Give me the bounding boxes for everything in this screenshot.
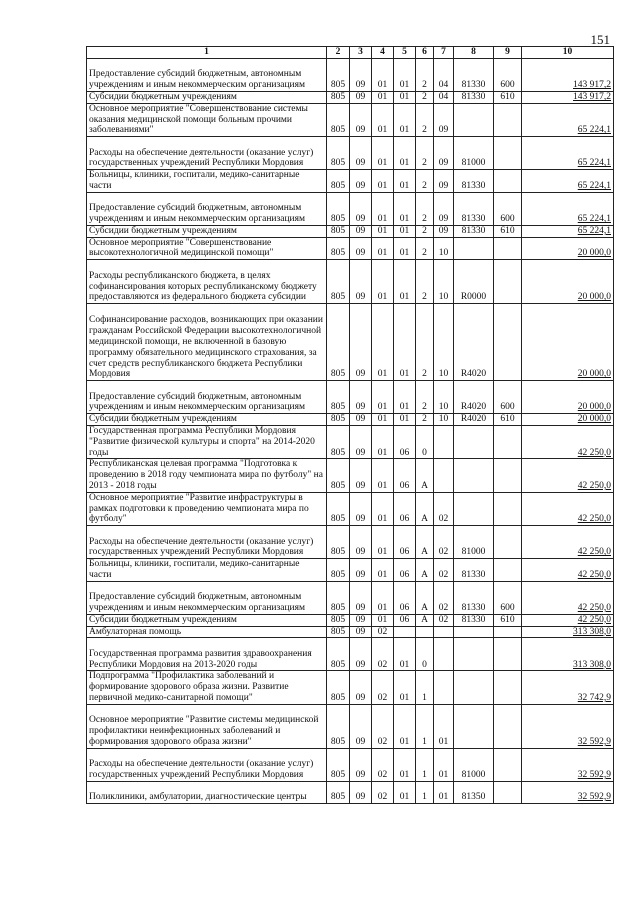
cell-ministry-code: 805	[327, 59, 350, 92]
cell-expense-type-code	[494, 626, 522, 638]
cell-ministry-code: 805	[327, 425, 350, 458]
cell-direction-code: 81000	[454, 748, 494, 781]
column-header-subprogram: 6	[416, 47, 434, 59]
cell-activity-code	[434, 626, 454, 638]
cell-activity-code: 09	[434, 137, 454, 170]
cell-subsection-code: 01	[372, 59, 394, 92]
cell-name: Предоставление субсидий бюджетным, автономным учреждениям и иным некоммерческим организациям	[87, 581, 327, 614]
cell-activity-code: 10	[434, 414, 454, 426]
cell-expense-type-code: 600	[494, 59, 522, 92]
cell-ministry-code: 805	[327, 781, 350, 803]
cell-subprogram-code: 2	[416, 260, 434, 304]
cell-subprogram-code: 2	[416, 170, 434, 193]
cell-section-code: 09	[350, 92, 372, 104]
cell-name: Поликлиники, амбулатории, диагностические центры	[87, 781, 327, 803]
cell-subprogram-code: 0	[416, 638, 434, 671]
cell-expense-type-code	[494, 559, 522, 582]
cell-subprogram-code: 2	[416, 381, 434, 414]
table-row	[87, 59, 614, 92]
cell-ministry-code: 805	[327, 492, 350, 525]
table-row	[87, 381, 614, 414]
cell-subprogram-code: А	[416, 581, 434, 614]
cell-program-code: 06	[394, 559, 416, 582]
cell-activity-code: 01	[434, 781, 454, 803]
cell-section-code: 09	[350, 526, 372, 559]
cell-ministry-code: 805	[327, 92, 350, 104]
cell-program-code: 06	[394, 581, 416, 614]
cell-section-code: 09	[350, 559, 372, 582]
cell-name: Основное мероприятие "Совершенствование системы оказания медицинской помощи больным прочими заболеваниями"	[87, 103, 327, 136]
cell-name: Больницы, клиники, госпитали, медико-санитарные части	[87, 559, 327, 582]
cell-activity-code: 02	[434, 559, 454, 582]
table-row	[87, 425, 614, 458]
cell-amount: 32 592,9	[522, 748, 614, 781]
cell-section-code: 09	[350, 137, 372, 170]
cell-ministry-code: 805	[327, 225, 350, 237]
cell-section-code: 09	[350, 626, 372, 638]
cell-expense-type-code: 610	[494, 92, 522, 104]
cell-amount: 42 250,0	[522, 559, 614, 582]
column-header-name: 1	[87, 47, 327, 59]
cell-expense-type-code: 610	[494, 614, 522, 626]
cell-subprogram-code: А	[416, 614, 434, 626]
cell-expense-type-code	[494, 671, 522, 704]
cell-activity-code: 09	[434, 103, 454, 136]
cell-subprogram-code: А	[416, 459, 434, 492]
cell-subsection-code: 01	[372, 459, 394, 492]
cell-subprogram-code: 2	[416, 137, 434, 170]
cell-section-code: 09	[350, 638, 372, 671]
table-row	[87, 260, 614, 304]
cell-direction-code: 81330	[454, 559, 494, 582]
cell-ministry-code: 805	[327, 414, 350, 426]
cell-program-code: 01	[394, 137, 416, 170]
table-row	[87, 170, 614, 193]
cell-expense-type-code	[494, 781, 522, 803]
cell-program-code: 01	[394, 103, 416, 136]
cell-program-code: 01	[394, 237, 416, 260]
cell-amount: 20 000,0	[522, 304, 614, 381]
cell-name: Субсидии бюджетным учреждениям	[87, 225, 327, 237]
cell-section-code: 09	[350, 781, 372, 803]
cell-section-code: 09	[350, 237, 372, 260]
cell-amount: 42 250,0	[522, 459, 614, 492]
cell-section-code: 09	[350, 492, 372, 525]
cell-subprogram-code: 0	[416, 425, 434, 458]
cell-direction-code: R4020	[454, 304, 494, 381]
cell-name: Расходы на обеспечение деятельности (оказание услуг) государственных учреждений Республики Мордовия	[87, 526, 327, 559]
budget-table	[86, 46, 614, 804]
table-row	[87, 192, 614, 225]
cell-activity-code: 09	[434, 170, 454, 193]
cell-subprogram-code: А	[416, 559, 434, 582]
cell-subsection-code: 02	[372, 748, 394, 781]
cell-section-code: 09	[350, 671, 372, 704]
cell-subsection-code: 01	[372, 137, 394, 170]
cell-program-code: 01	[394, 748, 416, 781]
cell-amount: 313 308,0	[522, 626, 614, 638]
cell-amount: 143 917,2	[522, 92, 614, 104]
cell-amount: 42 250,0	[522, 492, 614, 525]
cell-amount: 42 250,0	[522, 614, 614, 626]
cell-subsection-code: 01	[372, 414, 394, 426]
cell-expense-type-code	[494, 526, 522, 559]
cell-amount: 42 250,0	[522, 581, 614, 614]
cell-activity-code: 02	[434, 614, 454, 626]
cell-subsection-code: 01	[372, 581, 394, 614]
cell-name: Расходы на обеспечение деятельности (оказание услуг) государственных учреждений Республики Мордовия	[87, 748, 327, 781]
cell-subprogram-code: А	[416, 526, 434, 559]
cell-direction-code	[454, 626, 494, 638]
table-row	[87, 626, 614, 638]
cell-subsection-code: 01	[372, 526, 394, 559]
cell-subprogram-code: 1	[416, 748, 434, 781]
table-row	[87, 92, 614, 104]
cell-expense-type-code	[494, 492, 522, 525]
cell-subprogram-code: 2	[416, 103, 434, 136]
cell-activity-code: 04	[434, 59, 454, 92]
cell-subsection-code: 02	[372, 638, 394, 671]
cell-amount: 65 224,1	[522, 137, 614, 170]
cell-subsection-code: 02	[372, 781, 394, 803]
cell-section-code: 09	[350, 704, 372, 748]
cell-activity-code: 09	[434, 192, 454, 225]
cell-activity-code: 01	[434, 704, 454, 748]
cell-amount: 65 224,1	[522, 103, 614, 136]
cell-name: Основное мероприятие "Развитие инфраструктуры в рамках подготовки к проведению чемпионата мира по футболу"	[87, 492, 327, 525]
table-row	[87, 781, 614, 803]
cell-amount: 65 224,1	[522, 170, 614, 193]
cell-activity-code	[434, 459, 454, 492]
cell-subsection-code: 01	[372, 425, 394, 458]
cell-amount: 42 250,0	[522, 425, 614, 458]
cell-ministry-code: 805	[327, 260, 350, 304]
column-header-direction: 8	[454, 47, 494, 59]
cell-section-code: 09	[350, 225, 372, 237]
cell-expense-type-code	[494, 304, 522, 381]
cell-amount: 65 224,1	[522, 225, 614, 237]
cell-expense-type-code	[494, 459, 522, 492]
cell-direction-code: R4020	[454, 414, 494, 426]
cell-section-code: 09	[350, 381, 372, 414]
cell-program-code: 01	[394, 59, 416, 92]
table-row	[87, 103, 614, 136]
cell-expense-type-code: 610	[494, 414, 522, 426]
cell-activity-code: 01	[434, 748, 454, 781]
cell-ministry-code: 805	[327, 671, 350, 704]
cell-direction-code	[454, 103, 494, 136]
cell-expense-type-code	[494, 425, 522, 458]
cell-direction-code: 81330	[454, 59, 494, 92]
cell-subsection-code: 01	[372, 260, 394, 304]
cell-name: Подпрограмма "Профилактика заболеваний и формирование здорового образа жизни. Развитие первичной медико-санитарной помощи"	[87, 671, 327, 704]
cell-direction-code: R4020	[454, 381, 494, 414]
cell-expense-type-code	[494, 103, 522, 136]
cell-activity-code: 10	[434, 237, 454, 260]
table-row	[87, 492, 614, 525]
cell-name: Больницы, клиники, госпитали, медико-санитарные части	[87, 170, 327, 193]
cell-activity-code	[434, 671, 454, 704]
cell-direction-code: 81330	[454, 614, 494, 626]
cell-name: Субсидии бюджетным учреждениям	[87, 614, 327, 626]
page-number: 151	[590, 32, 610, 47]
cell-section-code: 09	[350, 459, 372, 492]
cell-program-code: 06	[394, 614, 416, 626]
cell-ministry-code: 805	[327, 581, 350, 614]
cell-subsection-code: 01	[372, 103, 394, 136]
column-header-subsection: 4	[372, 47, 394, 59]
cell-expense-type-code: 610	[494, 225, 522, 237]
cell-name: Государственная программа Республики Мордовия "Развитие физической культуры и спорта" на 2014-2020 годы	[87, 425, 327, 458]
table-row	[87, 614, 614, 626]
column-header-expense-type: 9	[494, 47, 522, 59]
column-header-ministry: 2	[327, 47, 350, 59]
cell-program-code: 06	[394, 492, 416, 525]
cell-expense-type-code	[494, 170, 522, 193]
cell-ministry-code: 805	[327, 192, 350, 225]
cell-amount: 32 592,9	[522, 704, 614, 748]
table-row	[87, 225, 614, 237]
cell-amount: 143 917,2	[522, 59, 614, 92]
cell-subsection-code: 01	[372, 614, 394, 626]
cell-name: Расходы на обеспечение деятельности (оказание услуг) государственных учреждений Республики Мордовия	[87, 137, 327, 170]
cell-section-code: 09	[350, 425, 372, 458]
cell-subprogram-code	[416, 626, 434, 638]
cell-subsection-code: 01	[372, 304, 394, 381]
cell-amount: 65 224,1	[522, 192, 614, 225]
cell-activity-code: 09	[434, 225, 454, 237]
cell-program-code: 01	[394, 638, 416, 671]
cell-direction-code	[454, 492, 494, 525]
cell-ministry-code: 805	[327, 381, 350, 414]
cell-name: Предоставление субсидий бюджетным, автономным учреждениям и иным некоммерческим организациям	[87, 381, 327, 414]
cell-program-code: 01	[394, 92, 416, 104]
cell-subsection-code: 01	[372, 381, 394, 414]
cell-subprogram-code: 1	[416, 671, 434, 704]
table-body	[87, 59, 614, 804]
cell-subprogram-code: 2	[416, 59, 434, 92]
cell-subsection-code: 01	[372, 92, 394, 104]
table-row	[87, 671, 614, 704]
cell-ministry-code: 805	[327, 638, 350, 671]
cell-ministry-code: 805	[327, 559, 350, 582]
cell-amount: 20 000,0	[522, 237, 614, 260]
cell-subsection-code: 02	[372, 704, 394, 748]
cell-ministry-code: 805	[327, 170, 350, 193]
cell-ministry-code: 805	[327, 748, 350, 781]
cell-subprogram-code: 1	[416, 781, 434, 803]
cell-subprogram-code: 2	[416, 92, 434, 104]
cell-subprogram-code: 2	[416, 225, 434, 237]
table-row	[87, 581, 614, 614]
cell-amount: 313 308,0	[522, 638, 614, 671]
cell-program-code: 01	[394, 304, 416, 381]
cell-direction-code	[454, 459, 494, 492]
cell-expense-type-code	[494, 137, 522, 170]
cell-subsection-code: 01	[372, 559, 394, 582]
table-row	[87, 304, 614, 381]
cell-ministry-code: 805	[327, 103, 350, 136]
cell-amount: 20 000,0	[522, 381, 614, 414]
cell-subsection-code: 01	[372, 492, 394, 525]
table-row	[87, 559, 614, 582]
table-row	[87, 414, 614, 426]
cell-ministry-code: 805	[327, 237, 350, 260]
cell-subprogram-code: 2	[416, 304, 434, 381]
cell-name: Софинансирование расходов, возникающих при оказании гражданам Российской Федерации высокотехнологичной медицинской помощи, не включенной в базовую программу обязательного медицинского страхования, за счет средств республиканского бюджета Республики Мордовия	[87, 304, 327, 381]
cell-program-code: 01	[394, 704, 416, 748]
cell-expense-type-code	[494, 638, 522, 671]
cell-name: Субсидии бюджетным учреждениям	[87, 92, 327, 104]
cell-subprogram-code: А	[416, 492, 434, 525]
cell-activity-code: 10	[434, 381, 454, 414]
cell-section-code: 09	[350, 170, 372, 193]
cell-expense-type-code	[494, 260, 522, 304]
cell-ministry-code: 805	[327, 614, 350, 626]
header-row	[87, 47, 614, 59]
table-row	[87, 237, 614, 260]
cell-name: Предоставление субсидий бюджетным, автономным учреждениям и иным некоммерческим организациям	[87, 192, 327, 225]
cell-name: Субсидии бюджетным учреждениям	[87, 414, 327, 426]
cell-direction-code: 81000	[454, 137, 494, 170]
cell-program-code	[394, 626, 416, 638]
cell-name: Основное мероприятие "Совершенствование высокотехнологичной медицинской помощи"	[87, 237, 327, 260]
cell-section-code: 09	[350, 304, 372, 381]
table-row	[87, 459, 614, 492]
column-header-program: 5	[394, 47, 416, 59]
cell-program-code: 01	[394, 192, 416, 225]
cell-subsection-code: 01	[372, 192, 394, 225]
cell-ministry-code: 805	[327, 626, 350, 638]
cell-amount: 32 592,9	[522, 781, 614, 803]
cell-direction-code: 81330	[454, 192, 494, 225]
table-row	[87, 704, 614, 748]
table-row	[87, 748, 614, 781]
cell-direction-code: 81330	[454, 581, 494, 614]
cell-subprogram-code: 1	[416, 704, 434, 748]
cell-section-code: 09	[350, 414, 372, 426]
cell-program-code: 01	[394, 781, 416, 803]
table-row	[87, 638, 614, 671]
table-row	[87, 526, 614, 559]
cell-expense-type-code: 600	[494, 192, 522, 225]
cell-amount: 20 000,0	[522, 414, 614, 426]
table-row	[87, 137, 614, 170]
cell-subsection-code: 01	[372, 225, 394, 237]
cell-direction-code: 81000	[454, 526, 494, 559]
cell-amount: 32 742,9	[522, 671, 614, 704]
cell-expense-type-code	[494, 748, 522, 781]
cell-program-code: 01	[394, 414, 416, 426]
cell-name: Расходы республиканского бюджета, в целях софинансирования которых республиканскому бюджету предоставляются из федерального бюджета субсидии	[87, 260, 327, 304]
cell-subsection-code: 02	[372, 671, 394, 704]
cell-direction-code: 81330	[454, 225, 494, 237]
cell-ministry-code: 805	[327, 526, 350, 559]
cell-activity-code: 02	[434, 526, 454, 559]
cell-direction-code	[454, 638, 494, 671]
cell-section-code: 09	[350, 59, 372, 92]
cell-expense-type-code	[494, 237, 522, 260]
cell-subprogram-code: 2	[416, 414, 434, 426]
cell-ministry-code: 805	[327, 137, 350, 170]
cell-program-code: 01	[394, 381, 416, 414]
cell-expense-type-code: 600	[494, 381, 522, 414]
cell-direction-code: R0000	[454, 260, 494, 304]
cell-program-code: 01	[394, 225, 416, 237]
cell-subsection-code: 01	[372, 170, 394, 193]
cell-direction-code: 81350	[454, 781, 494, 803]
cell-activity-code: 02	[434, 581, 454, 614]
cell-name: Амбулаторная помощь	[87, 626, 327, 638]
cell-section-code: 09	[350, 748, 372, 781]
cell-name: Республиканская целевая программа "Подготовка к проведению в 2018 году чемпионата мира по футболу" на 2013 - 2018 годы	[87, 459, 327, 492]
cell-program-code: 01	[394, 260, 416, 304]
column-header-activity: 7	[434, 47, 454, 59]
cell-subprogram-code: 2	[416, 237, 434, 260]
cell-program-code: 06	[394, 425, 416, 458]
cell-subprogram-code: 2	[416, 192, 434, 225]
cell-activity-code: 04	[434, 92, 454, 104]
cell-activity-code: 10	[434, 304, 454, 381]
cell-name: Основное мероприятие "Развитие системы медицинской профилактики неинфекционных заболеваний и формирования здорового образа жизни"	[87, 704, 327, 748]
cell-ministry-code: 805	[327, 459, 350, 492]
cell-direction-code: 81330	[454, 170, 494, 193]
cell-expense-type-code	[494, 704, 522, 748]
cell-activity-code: 02	[434, 492, 454, 525]
cell-ministry-code: 805	[327, 304, 350, 381]
cell-name: Предоставление субсидий бюджетным, автономным учреждениям и иным некоммерческим организациям	[87, 59, 327, 92]
cell-program-code: 01	[394, 671, 416, 704]
cell-direction-code	[454, 237, 494, 260]
cell-section-code: 09	[350, 103, 372, 136]
column-header-amount: 10	[522, 47, 614, 59]
cell-section-code: 09	[350, 581, 372, 614]
cell-name: Государственная программа развития здравоохранения Республики Мордовия на 2013-2020 годы	[87, 638, 327, 671]
cell-subsection-code: 01	[372, 237, 394, 260]
cell-section-code: 09	[350, 260, 372, 304]
cell-activity-code	[434, 425, 454, 458]
cell-ministry-code: 805	[327, 704, 350, 748]
column-header-section: 3	[350, 47, 372, 59]
cell-section-code: 09	[350, 614, 372, 626]
cell-program-code: 01	[394, 170, 416, 193]
cell-section-code: 09	[350, 192, 372, 225]
cell-program-code: 06	[394, 526, 416, 559]
cell-subsection-code: 02	[372, 626, 394, 638]
cell-direction-code: 81330	[454, 92, 494, 104]
cell-program-code: 06	[394, 459, 416, 492]
cell-amount: 20 000,0	[522, 260, 614, 304]
cell-amount: 42 250,0	[522, 526, 614, 559]
cell-direction-code	[454, 671, 494, 704]
cell-direction-code	[454, 704, 494, 748]
cell-expense-type-code: 600	[494, 581, 522, 614]
table-header	[87, 47, 614, 59]
cell-activity-code	[434, 638, 454, 671]
cell-activity-code: 10	[434, 260, 454, 304]
cell-direction-code	[454, 425, 494, 458]
